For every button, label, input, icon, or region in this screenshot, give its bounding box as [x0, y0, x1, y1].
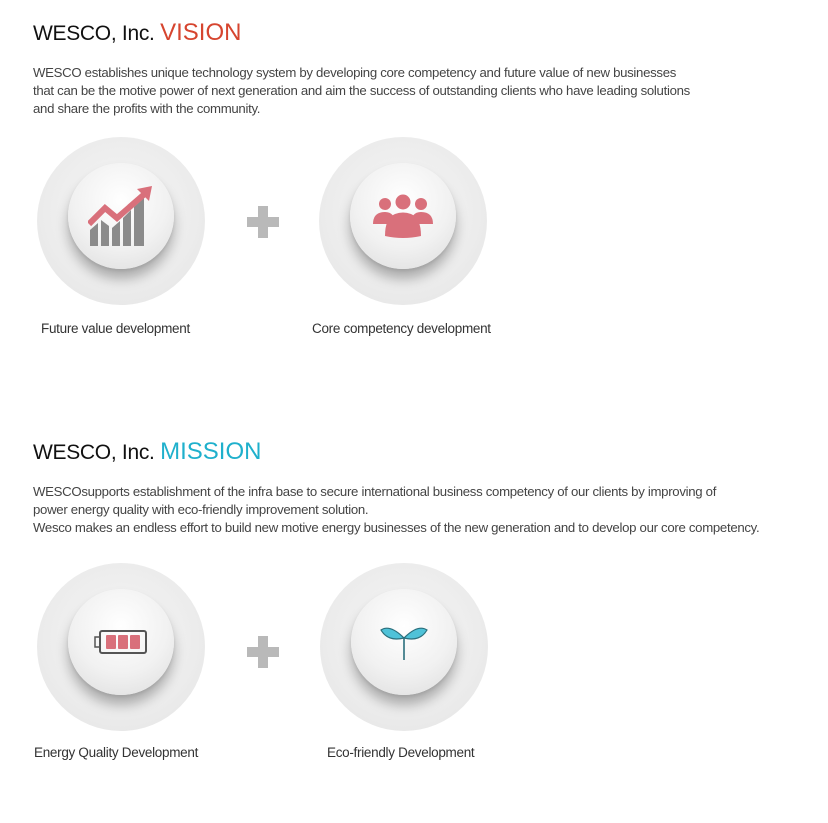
future-value-label: Future value development [41, 321, 190, 336]
plus-icon [247, 636, 279, 668]
eco-friendly-label: Eco-friendly Development [327, 745, 475, 760]
vision-title-prefix: WESCO, Inc. [33, 22, 155, 45]
growth-chart-icon [88, 186, 154, 246]
core-competency-icon-disc [350, 163, 456, 269]
core-competency-label: Core competency development [312, 321, 491, 336]
energy-quality-badge [37, 563, 205, 731]
vision-title-accent: VISION [160, 19, 242, 46]
eco-friendly-icon-disc [351, 589, 457, 695]
mission-description-line: Wesco makes an endless effort to build new motive energy businesses of the new generation and to develop our core competency. [33, 520, 760, 535]
plus-icon [247, 206, 279, 238]
energy-quality-icon-disc [68, 589, 174, 695]
mission-title [33, 438, 261, 466]
core-competency-badge [319, 137, 487, 305]
vision-description [33, 64, 823, 118]
vision-description-line: WESCO establishes unique technology system by developing core competency and future value of new businesses [33, 65, 677, 80]
vision-description-line: and share the profits with the community. [33, 101, 261, 116]
battery-icon [94, 629, 148, 655]
eco-friendly-badge [320, 563, 488, 731]
sprout-icon [380, 622, 428, 662]
future-value-badge [37, 137, 205, 305]
people-group-icon [371, 194, 435, 238]
energy-quality-label: Energy Quality Development [34, 745, 199, 760]
mission-title-accent: MISSION [160, 438, 262, 465]
mission-title-prefix: WESCO, Inc. [33, 441, 155, 464]
future-value-icon-disc [68, 163, 174, 269]
mission-description-line: WESCOsupports establishment of the infra base to secure international business competency of our clients by improving of [33, 484, 717, 499]
vision-title [33, 19, 241, 47]
vision-description-line: that can be the motive power of next generation and aim the success of outstanding clients who have leading solutions [33, 83, 690, 98]
mission-description [33, 483, 823, 537]
mission-description-line: power energy quality with eco-friendly improvement solution. [33, 502, 369, 517]
